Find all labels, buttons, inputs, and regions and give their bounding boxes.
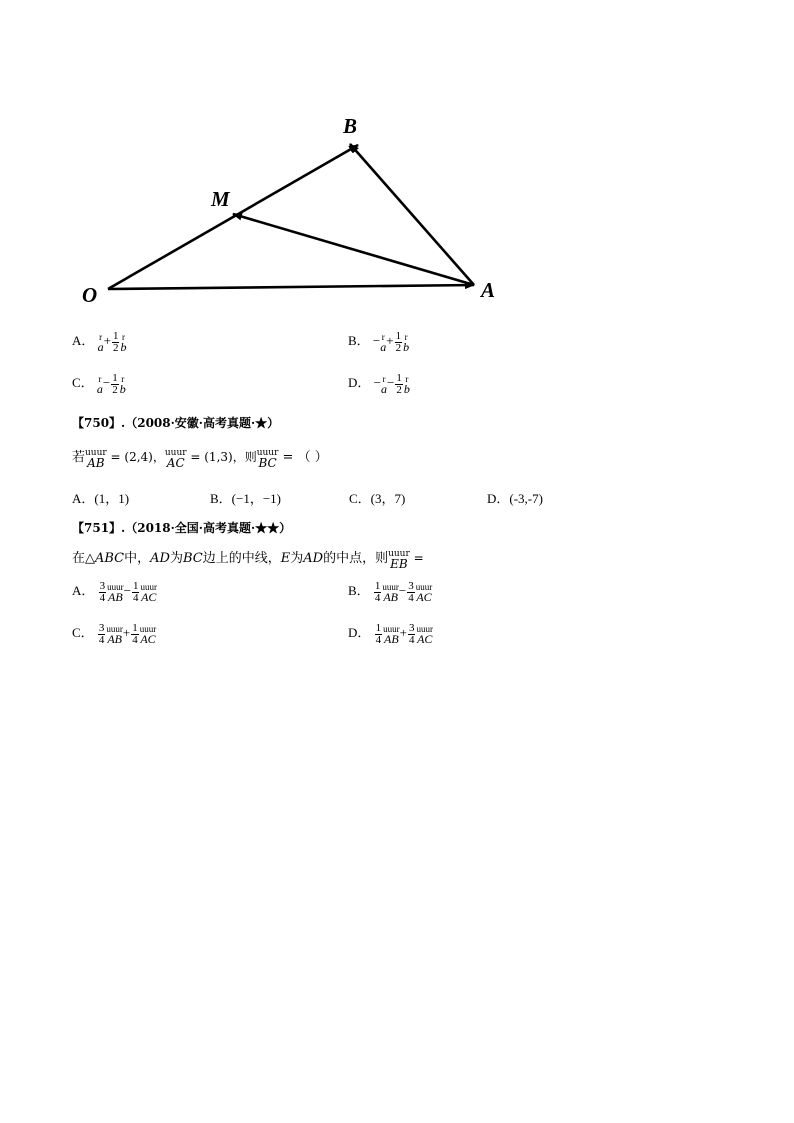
segment-OB [108, 145, 358, 289]
triangle-figure [0, 0, 794, 320]
point-label-A: A [481, 278, 496, 302]
segment-OA [108, 285, 474, 289]
question-751-header: 【751】.（2018·全国·高考真题·★★） [72, 521, 292, 535]
question-751-option-a[interactable]: A． $\frac{3}{4}$ uuur AB − $\frac{1}{4}$ uuur AC [72, 579, 157, 605]
question-751-option-d[interactable]: D． $\frac{1}{4}$ uuur AB + $\frac{3}{4}$ uuur AC [348, 621, 433, 647]
prev-option-b[interactable]: B． − r a + $\frac{1}{2}$ r b [348, 329, 410, 355]
question-751-option-c[interactable]: C． $\frac{3}{4}$ uuur AB + $\frac{1}{4}$ uuur AC [72, 621, 157, 647]
point-label-B: B [343, 114, 358, 138]
question-750-option-d[interactable]: D．(-3,-7) [487, 491, 543, 506]
prev-option-d[interactable]: D． − r a − $\frac{1}{2}$ r b [348, 371, 410, 397]
segment-AB [350, 144, 474, 285]
point-label-M: M [211, 187, 230, 211]
question-751-option-b[interactable]: B． $\frac{1}{4}$ uuur AB − $\frac{3}{4}$ uuur AC [348, 579, 433, 605]
point-label-O: O [82, 283, 98, 307]
question-750-stem: 若 uuur AB = (2,4)， uuur AC = (1,3)，则 uuur BC = （ ） [72, 447, 328, 470]
prev-option-a[interactable]: A． r a + $\frac{1}{2}$ r b [72, 329, 127, 355]
question-750-option-a[interactable]: A．(1，1) [72, 491, 130, 506]
question-750-header: 【750】.（2008·安徽·高考真题·★） [72, 416, 280, 430]
question-751-stem: 在△ABC中，AD为BC边上的中线，E为AD的中点，则 uuur EB = [72, 548, 424, 571]
prev-option-c[interactable]: C． r a − $\frac{1}{2}$ r b [72, 371, 126, 397]
question-750-option-b[interactable]: B．(−1，−1) [210, 491, 281, 506]
question-750-option-c[interactable]: C．(3，7) [349, 491, 406, 506]
segment-AM [233, 214, 474, 285]
